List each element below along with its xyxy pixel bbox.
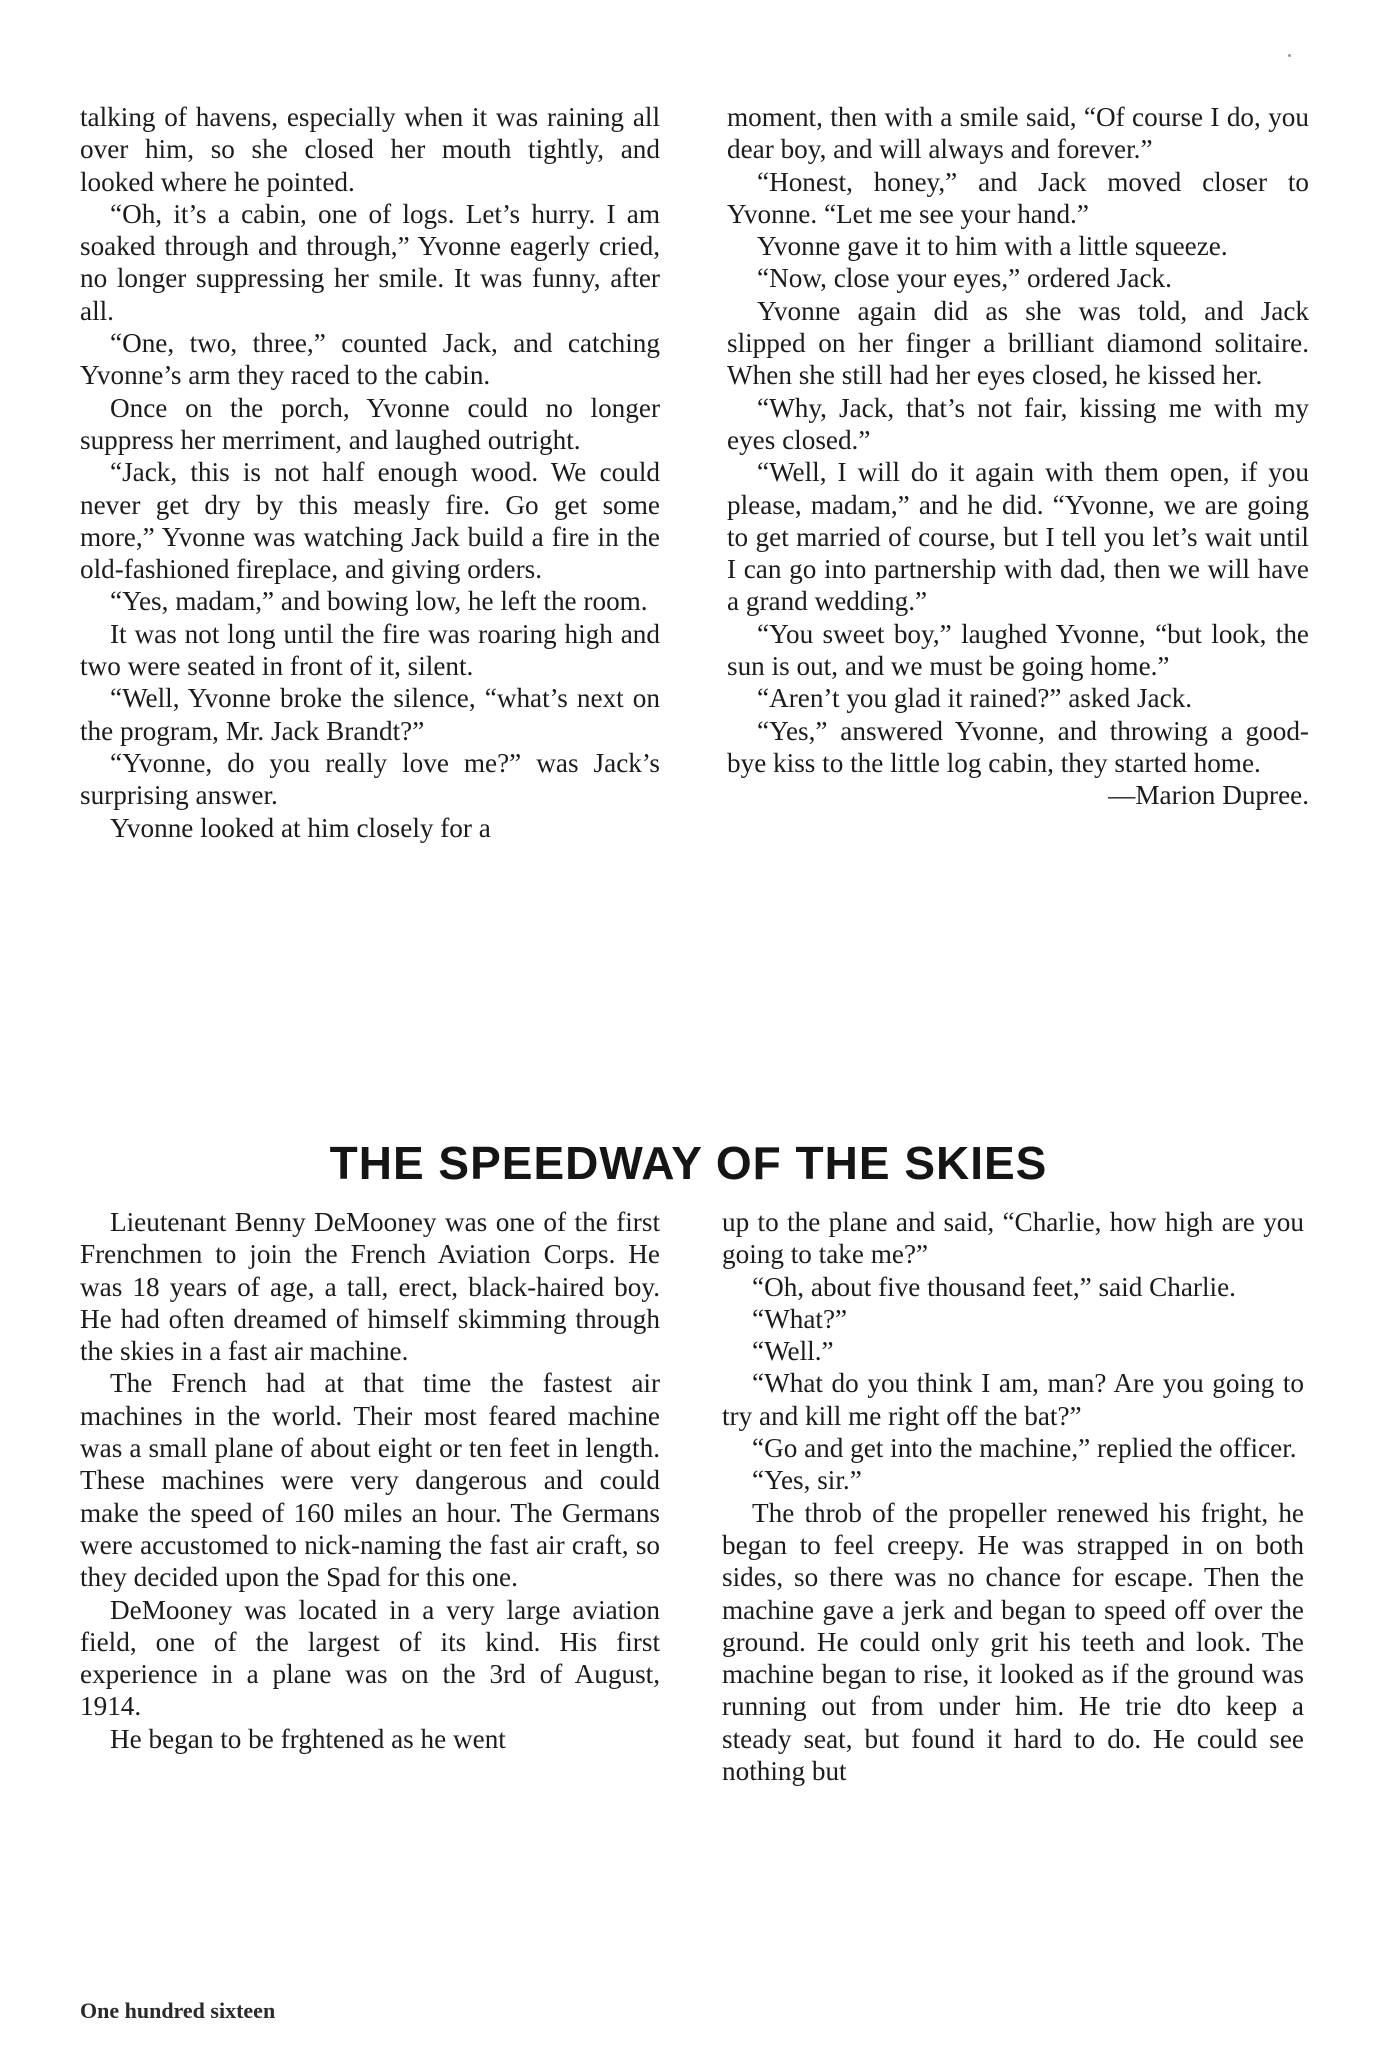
- story-paragraph: “Oh, it’s a cabin, one of logs. Let’s hurry. I am soaked through and through,” Yvonne eagerly cried, no longer suppressing her smile. It was funny, after all.: [80, 198, 660, 326]
- article-title: THE SPEEDWAY OF THE SKIES: [329, 1137, 1048, 1189]
- story-paragraph: “Well, I will do it again with them open, if you please, madam,” and he did. “Yvonne, we are going to get married of course, but I tell you let’s wait until I can go into partnership with dad, then we will have a grand wedding.”: [727, 457, 1309, 617]
- article-paragraph: “What?”: [752, 1303, 848, 1334]
- story-paragraph: “Why, Jack, that’s not fair, kissing me with my eyes closed.”: [727, 392, 1309, 455]
- story-paragraph: “Aren’t you glad it rained?” asked Jack.: [757, 683, 1193, 714]
- story-paragraph: “You sweet boy,” laughed Yvonne, “but look, the sun is out, and we must be going home.”: [727, 618, 1309, 682]
- article-paragraph: The throb of the propeller renewed his fright, he began to feel creepy. He was strapped in on both sides, so there was no chance for escape. Then the machine gave a jerk and began to speed off over the ground. He could only grit his teeth and look. The machine began to rise, it looked as if the ground was running out from under him. He trie dto keep a steady seat, but found it hard to do. He could see nothing but: [722, 1497, 1304, 1787]
- story-paragraph: Yvonne again did as she was told, and Jack slipped on her finger a brilliant diamond solitaire. When she still had her eyes closed, he kissed her.: [727, 295, 1309, 391]
- article-column-right: [722, 1206, 1304, 1787]
- story-paragraph: Yvonne gave it to him with a little squeeze.: [757, 231, 1228, 262]
- article-paragraph: “Go and get into the machine,” replied the officer.: [752, 1433, 1297, 1464]
- article-paragraph: He began to be frghtened as he went: [110, 1723, 506, 1754]
- page-number: One hundred sixteen: [80, 1998, 276, 2023]
- story-paragraph: “Yes,” answered Yvonne, and throwing a good-bye kiss to the little log cabin, they started home.: [727, 715, 1309, 778]
- story-column-right: [727, 101, 1309, 812]
- story-column-left: [80, 101, 660, 844]
- story-paragraph: “One, two, three,” counted Jack, and catching Yvonne’s arm they raced to the cabin.: [80, 328, 660, 391]
- article-paragraph: “Well.”: [752, 1336, 834, 1367]
- story-paragraph: Once on the porch, Yvonne could no longer suppress her merriment, and laughed outright.: [80, 392, 660, 455]
- article-paragraph: “Oh, about five thousand feet,” said Charlie.: [752, 1271, 1236, 1302]
- article-column-left: [80, 1206, 660, 1755]
- story-paragraph: “Now, close your eyes,” ordered Jack.: [757, 263, 1172, 294]
- scan-speck: [1288, 54, 1291, 57]
- story-paragraph: “Jack, this is not half enough wood. We could never get dry by this measly fire. Go get some more,” Yvonne was watching Jack build a fire in the old-fashioned fireplace, and giving orders.: [80, 457, 660, 585]
- story-paragraph: moment, then with a smile said, “Of course I do, you dear boy, and will always and forever.”: [727, 102, 1309, 165]
- story-paragraph: “Yes, madam,” and bowing low, he left the room.: [110, 586, 648, 617]
- story-paragraph: “Well, Yvonne broke the silence, “what’s next on the program, Mr. Jack Brandt?”: [80, 683, 660, 746]
- article-paragraph: DeMooney was located in a very large aviation field, one of the largest of its kind. His first experience in a plane was on the 3rd of August, 1914.: [80, 1594, 660, 1722]
- story-paragraph: talking of havens, especially when it was raining all over him, so she closed her mouth tightly, and looked where he pointed.: [80, 102, 660, 197]
- article-paragraph: Lieutenant Benny DeMooney was one of the first Frenchmen to join the French Aviation Corps. He was 18 years of age, a tall, erect, black-haired boy. He had often dreamed of himself skimming through the skies in a fast air machine.: [80, 1207, 660, 1367]
- article-paragraph: “What do you think I am, man? Are you going to try and kill me right off the bat?”: [722, 1368, 1304, 1431]
- author-signature: —Marion Dupree.: [1108, 780, 1309, 811]
- article-paragraph: up to the plane and said, “Charlie, how high are you going to take me?”: [722, 1207, 1304, 1270]
- story-paragraph: Yvonne looked at him closely for a: [110, 812, 491, 843]
- article-paragraph: The French had at that time the fastest air machines in the world. Their most feared machine was a small plane of about eight or ten feet in length. These machines were very dangerous and could make the speed of 160 miles an hour. The Germans were accustomed to nick-naming the fast air craft, so they decided upon the Spad for this one.: [80, 1368, 660, 1593]
- story-paragraph: “Yvonne, do you really love me?” was Jack’s surprising answer.: [80, 747, 660, 811]
- article-paragraph: “Yes, sir.”: [752, 1465, 862, 1496]
- story-paragraph: “Honest, honey,” and Jack moved closer to Yvonne. “Let me see your hand.”: [727, 166, 1309, 229]
- story-paragraph: It was not long until the fire was roaring high and two were seated in front of it, silent.: [80, 618, 660, 682]
